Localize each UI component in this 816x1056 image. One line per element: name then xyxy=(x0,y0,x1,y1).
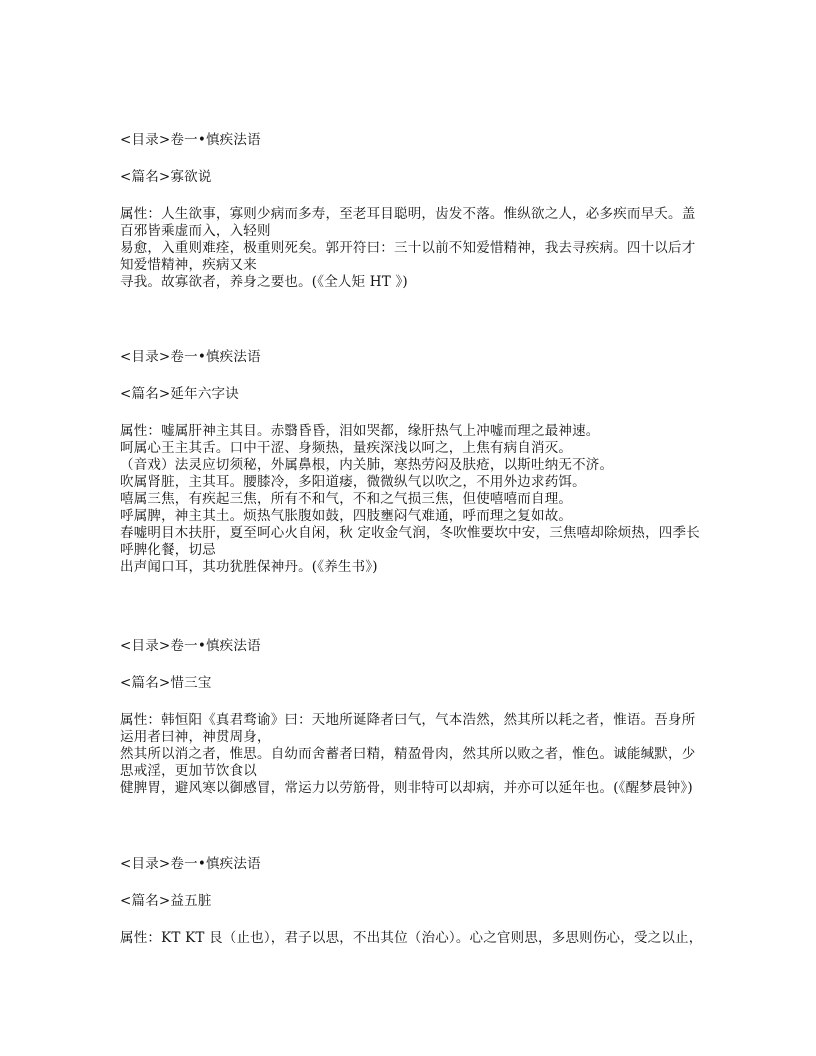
body-line: 呼属脾，神主其土。烦热气胀腹如鼓，四肢壅闷气难通，呼而理之复如故。 xyxy=(120,508,573,524)
chapter-title: <篇名>延年六字诀 xyxy=(120,386,239,402)
catalog-line: <目录>卷一•慎疾法语 xyxy=(120,638,261,654)
chapter-title: <篇名>寡欲说 xyxy=(120,169,212,185)
body-line: 春嘘明目木扶肝，夏至呵心火自闲，秋 定收金气润，冬吹惟要坎中安，三焦嘻却除烦热，四季长呼脾化餐，切忌 xyxy=(120,525,700,558)
body-line: 属性：韩恒阳《真君骛谕》曰：天地所诞降者曰气，气本浩然，然其所以耗之者，惟语。吾身所运用者曰神，神贯周身， xyxy=(120,712,696,745)
entry-body xyxy=(120,930,703,947)
body-line: 属性：人生欲事，寡则少病而多寿，至老耳目聪明，齿发不落。惟纵欲之人，必多疾而早夭。盖百邪皆乘虚而入，入轻则 xyxy=(120,206,696,239)
body-line: （音戏）法灵应切须秘，外属鼻根，内关肺，寒热劳闷及肤疮，以斯吐纳无不济。 xyxy=(120,457,614,473)
body-line: 呵属心王主其舌。口中干涩、身频热，量疾深浅以呵之，上焦有病自消灭。 xyxy=(120,440,573,456)
body-line: 吹属肾脏，主其耳。腰膝冷，多阳道痿，微微纵气以吹之，不用外边求药饵。 xyxy=(120,474,586,490)
body-line: 属性：KT KT 艮（止也），君子以思，不出其位（治心）。心之官则思，多思则伤心，受之以止， xyxy=(120,930,703,946)
body-line: 嘻属三焦，有疾起三焦，所有不和气，不和之气损三焦，但使嘻嘻而自理。 xyxy=(120,491,573,507)
catalog-line: <目录>卷一•慎疾法语 xyxy=(120,856,261,872)
entry-xisanbao xyxy=(120,638,700,797)
entry-yiwuzang xyxy=(120,856,703,947)
body-line: 易愈，入重则难痊，极重则死矣。郭开符曰：三十以前不知爱惜精神，我去寻疾病。四十以后才知爱惜精神，疾病又来 xyxy=(120,240,696,273)
catalog-line: <目录>卷一•慎疾法语 xyxy=(120,132,261,148)
entry-guayu xyxy=(120,132,700,291)
entry-liuzijue xyxy=(120,349,700,576)
entry-body xyxy=(120,423,700,576)
body-line: 出声闻口耳，其功犹胜保神丹。(《养生书》) xyxy=(120,559,378,575)
entry-body xyxy=(120,712,700,797)
catalog-line: <目录>卷一•慎疾法语 xyxy=(120,349,261,365)
chapter-title: <篇名>惜三宝 xyxy=(120,675,212,691)
entry-body xyxy=(120,206,700,291)
chapter-title: <篇名>益五脏 xyxy=(120,893,212,909)
body-line: 然其所以消之者，惟思。自幼而舍蓄者曰精，精盈骨肉，然其所以败之者，惟色。诚能缄默，少思戒淫，更加节饮食以 xyxy=(120,746,696,779)
body-line: 健脾胃，避风寒以御感冒，常运力以劳筋骨，则非特可以却病，并亦可以延年也。(《醒梦晨钟》) xyxy=(120,780,693,796)
body-line: 属性：嘘属肝神主其目。赤翳昏昏，泪如哭都，缘肝热气上冲嘘而理之最神速。 xyxy=(120,423,600,439)
body-line: 寻我。故寡欲者，养身之要也。(《全人矩 HT 》) xyxy=(120,274,408,290)
